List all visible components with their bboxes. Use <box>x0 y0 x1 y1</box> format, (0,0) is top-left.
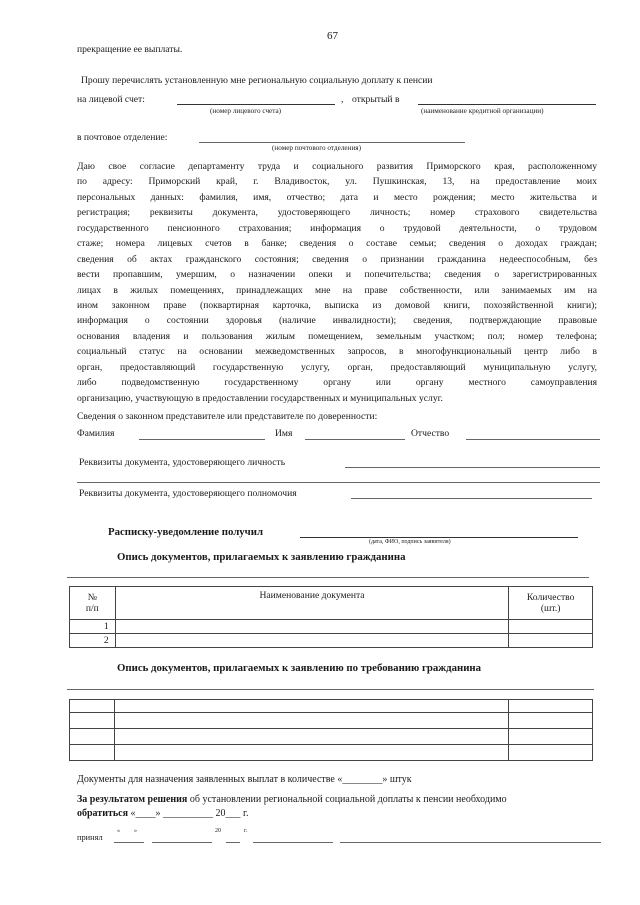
col-name-header <box>115 587 509 620</box>
col-num-header-1: № <box>87 592 97 603</box>
row-doc-name[interactable] <box>115 620 509 634</box>
consent-line: ином законном праве (поквартирная карточка, выписка из домовой книги, похозяйственной книги); <box>77 299 597 311</box>
row-qty[interactable] <box>508 713 592 729</box>
table-row <box>70 634 593 648</box>
apply-rest: «____» __________ 20___ г. <box>130 808 249 819</box>
quote-open: « <box>117 828 120 834</box>
result-line <box>77 794 507 805</box>
year-prefix: 20 <box>215 828 221 834</box>
comma: , <box>341 94 344 105</box>
account-field[interactable] <box>177 104 335 105</box>
row-number: 2 <box>70 634 116 648</box>
table-row <box>70 713 593 729</box>
bank-hint: (наименование кредитной организации) <box>421 107 544 115</box>
row-doc-name[interactable] <box>114 700 508 713</box>
post-label: в почтовое отделение: <box>77 132 168 143</box>
consent-paragraph <box>77 159 597 406</box>
accepted-label: принял <box>77 833 103 842</box>
inventory2-underline <box>67 689 594 690</box>
patronymic-label: Отчество <box>411 428 450 439</box>
row-number[interactable] <box>70 729 115 745</box>
accepted-position-field[interactable] <box>253 842 333 843</box>
representative-title: Сведения о законном представителе или представителе по доверенности: <box>77 411 378 422</box>
table-row <box>70 745 593 761</box>
col-name-header-text: Наименование документа <box>259 590 365 601</box>
inventory2-table <box>69 699 593 761</box>
row-number[interactable] <box>70 700 115 713</box>
result-bold: За результатом решения <box>77 794 188 805</box>
account-label: на лицевой счет: <box>77 94 145 105</box>
account-hint: (номер лицевого счета) <box>210 107 282 115</box>
inventory2-title: Опись документов, прилагаемых к заявлению по требованию гражданина <box>117 662 482 674</box>
consent-line: регистрация; реквизиты документа, удостоверяющего личность; номер страхового свидетельства <box>77 207 597 219</box>
accepted-day-field[interactable] <box>114 842 144 843</box>
row-qty[interactable] <box>508 700 592 713</box>
row-number: 1 <box>70 620 116 634</box>
row-qty[interactable] <box>508 745 592 761</box>
opened-label: открытый в <box>352 94 400 105</box>
row-doc-name[interactable] <box>114 729 508 745</box>
docs-count-text: Документы для назначения заявленных выплат в количестве «________» штук <box>77 774 412 785</box>
id-doc-label: Реквизиты документа, удостоверяющего личность <box>79 457 286 468</box>
col-num-header <box>70 587 116 620</box>
inventory1-underline <box>67 577 589 578</box>
consent-line: государственного пенсионного страхования; информация о трудовой деятельности, о трудовом <box>77 222 597 234</box>
post-field[interactable] <box>199 142 465 143</box>
name-field[interactable] <box>305 439 405 440</box>
accepted-signature-field[interactable] <box>340 842 601 843</box>
table-row <box>70 729 593 745</box>
row-number[interactable] <box>70 713 115 729</box>
consent-line: либо подведомственную государственному органу или органу местного самоуправления <box>77 377 597 389</box>
consent-line: организацию, участвующую в предоставлении государственных и муниципальных услуг. <box>77 392 443 404</box>
receipt-label: Расписку-уведомление получил <box>108 526 264 538</box>
row-doc-name[interactable] <box>114 745 508 761</box>
row-number[interactable] <box>70 745 115 761</box>
consent-line: сведения об актах гражданского состояния; сведения о признании гражданина недееспособным, без <box>77 253 597 265</box>
consent-line: стаже; номера лицевых счетов в банке; сведения о составе семьи; сведения о доходах граждан; <box>77 238 597 250</box>
row-doc-name[interactable] <box>115 634 509 648</box>
year-suffix: г. <box>244 828 248 834</box>
surname-field[interactable] <box>139 439 265 440</box>
consent-line: социальный статус на основании межведомственных запросов, в многофункциональный центр либо в <box>77 346 597 358</box>
patronymic-field[interactable] <box>466 439 600 440</box>
id-doc-field[interactable] <box>345 467 600 468</box>
row-qty[interactable] <box>508 729 592 745</box>
consent-line: Даю свое согласие департаменту труда и социального развития Приморского края, расположенному <box>77 161 597 172</box>
row-doc-name[interactable] <box>114 713 508 729</box>
consent-line: вести пропавшим, умершим, о назначении опеки и попечительства; сведения о зарегистрированных <box>77 269 597 281</box>
inventory1-table <box>69 586 593 648</box>
consent-line: персональных данных: фамилия, имя, отчество; дата и место рождения; место жительства и <box>77 191 597 203</box>
row-qty[interactable] <box>509 620 593 634</box>
consent-line: лицах в жилых помещениях, принадлежащих мне на праве собственности, или занимаемых им на <box>77 284 597 296</box>
consent-line: основания владения и пользования жилым помещением, земельным участком; пол; номер телефона; <box>77 330 597 342</box>
consent-line: информация о состоянии здоровья (наличие инвалидности); сведения, подтверждающие правовые <box>77 315 597 327</box>
col-qty-header-1: Количество <box>526 592 575 603</box>
id-doc-field-2[interactable] <box>77 482 600 483</box>
surname-label: Фамилия <box>77 428 115 439</box>
result-rest: об установлении региональной социальной доплаты к пенсии необходимо <box>189 794 507 805</box>
accepted-month-field[interactable] <box>152 842 212 843</box>
receipt-hint: (дата, ФИО, подпись заявителя) <box>369 539 451 545</box>
table-row <box>70 620 593 634</box>
continuation-text: прекращение ее выплаты. <box>77 44 183 55</box>
page-number: 67 <box>327 30 338 42</box>
table-row <box>70 700 593 713</box>
receipt-field[interactable] <box>300 537 578 538</box>
consent-line: орган, предоставляющий государственную услугу, орган, предоставляющий муниципальную услугу, <box>77 361 597 373</box>
quote-close: » <box>134 828 137 834</box>
request-text: Прошу перечислять установленную мне региональную социальную доплату к пенсии <box>81 75 433 86</box>
post-hint: (номер почтового отделения) <box>272 144 361 152</box>
row-qty[interactable] <box>509 634 593 648</box>
apply-bold: обратиться <box>77 808 129 819</box>
col-qty-header-2: (шт.) <box>540 603 561 614</box>
authority-doc-label: Реквизиты документа, удостоверяющего полномочия <box>79 488 297 499</box>
name-label: Имя <box>275 428 293 439</box>
col-qty-header <box>509 587 593 620</box>
accepted-year-field[interactable] <box>226 842 240 843</box>
col-num-header-2: п/п <box>85 603 99 614</box>
bank-field[interactable] <box>418 104 596 105</box>
inventory1-title: Опись документов, прилагаемых к заявлению гражданина <box>117 551 406 563</box>
apply-line <box>77 808 249 819</box>
authority-doc-field[interactable] <box>351 498 592 499</box>
consent-line: по адресу: Приморский край, г. Владивосток, ул. Пушкинская, 13, на предоставление моих <box>77 176 597 188</box>
